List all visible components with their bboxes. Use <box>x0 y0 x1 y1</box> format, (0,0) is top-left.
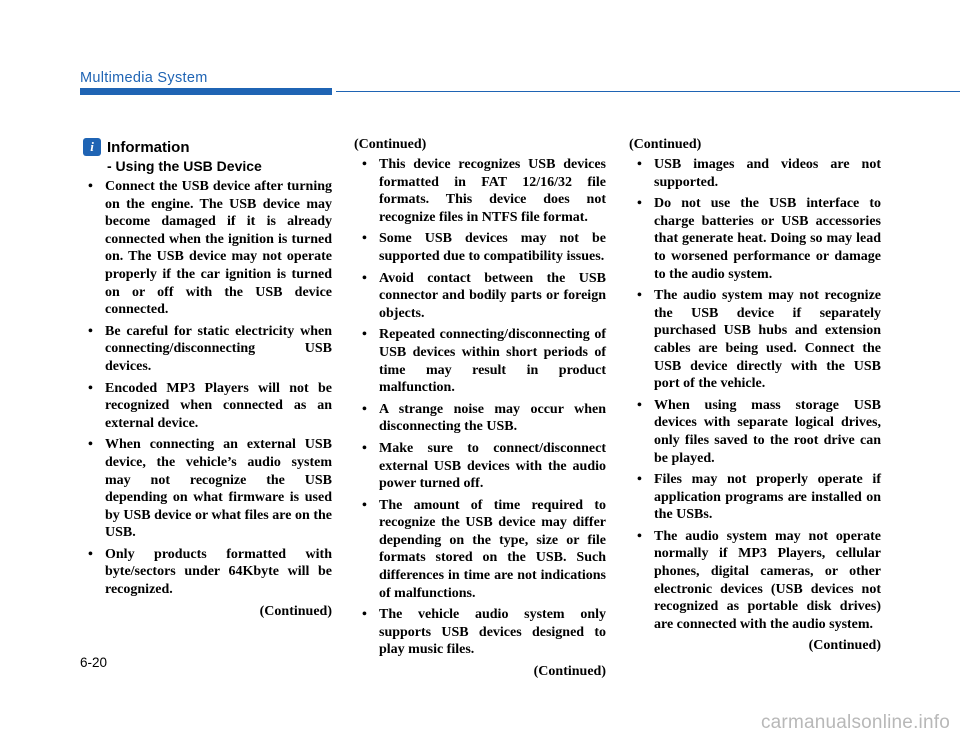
list-item: • The audio system may not operate normally if MP3 Players, cellular phones, digital cameras, or other electronic devices (USB devices not recognized as portable disk drives) are connected with the audio system. <box>627 528 881 634</box>
continued-label: (Continued) <box>629 137 702 152</box>
list-item: • Encoded MP3 Players will not be recognized when connected as an external device. <box>78 380 332 433</box>
section-title: Multimedia System <box>80 70 208 86</box>
bullet-list <box>352 156 606 659</box>
list-item: • Avoid contact between the USB connector and bodily parts or foreign objects. <box>352 270 606 323</box>
list-item: • Files may not properly operate if application programs are installed on the USBs. <box>627 471 881 524</box>
list-item: • The vehicle audio system only supports USB devices designed to play music files. <box>352 606 606 659</box>
list-item: • Some USB devices may not be supported due to compatibility issues. <box>352 230 606 265</box>
list-item: • Connect the USB device after turning on the engine. The USB device may become damaged if it is already connected when the ignition is turned on. The USB device may not operate properly if the car ignition is turned on or off with the USB device connected. <box>78 178 332 319</box>
list-item: • Repeated connecting/disconnecting of USB devices within short periods of time may result in product malfunction. <box>352 326 606 396</box>
information-subtitle: - Using the USB Device <box>107 158 262 174</box>
list-item: • Make sure to connect/disconnect external USB devices with the audio power turned off. <box>352 440 606 493</box>
list-item: • This device recognizes USB devices formatted in FAT 12/16/32 file formats. This device does not recognize files in NTFS file format. <box>352 156 606 226</box>
continued-label: (Continued) <box>259 603 332 619</box>
list-item: • The amount of time required to recognize the USB device may differ depending on the type, size or file formats stored on the USB. Such differences in time are not indications of malfunctions. <box>352 497 606 603</box>
list-item: • The audio system may not recognize the USB device if separately purchased USB hubs and extension cables are being used. Connect the USB device directly with the USB port of the vehicle. <box>627 287 881 393</box>
list-item: • USB images and videos are not supported. <box>627 156 881 191</box>
continued-label: (Continued) <box>808 638 881 654</box>
column-3 <box>627 136 881 655</box>
list-item: • Only products formatted with byte/sectors under 64Kbyte will be recognized. <box>78 546 332 599</box>
column-2 <box>352 136 606 681</box>
information-title: Information <box>107 139 190 156</box>
info-icon: i <box>83 138 101 156</box>
list-item: • When connecting an external USB device, the vehicle’s audio system may not recognize the USB depending on what firmware is used by USB device or what files are on the USB. <box>78 436 332 542</box>
page-number: 6-20 <box>80 655 108 670</box>
information-heading <box>78 136 332 176</box>
continued-label: (Continued) <box>354 137 427 152</box>
bullet-list <box>78 178 332 599</box>
list-item: • Do not use the USB interface to charge batteries or USB accessories that generate heat. Doing so may lead to worsened performance or damage to the audio system. <box>627 195 881 283</box>
watermark: carmanualsonline.info <box>760 712 950 733</box>
column-1 <box>78 136 332 620</box>
header-rule-thin <box>336 91 960 92</box>
list-item: • Be careful for static electricity when connecting/disconnecting USB devices. <box>78 323 332 376</box>
bullet-list <box>627 156 881 633</box>
list-item: • When using mass storage USB devices with separate logical drives, only files saved to the root drive can be played. <box>627 397 881 467</box>
continued-label: (Continued) <box>533 664 606 680</box>
header-rule-thick <box>80 88 332 95</box>
list-item: • A strange noise may occur when disconnecting the USB. <box>352 401 606 436</box>
